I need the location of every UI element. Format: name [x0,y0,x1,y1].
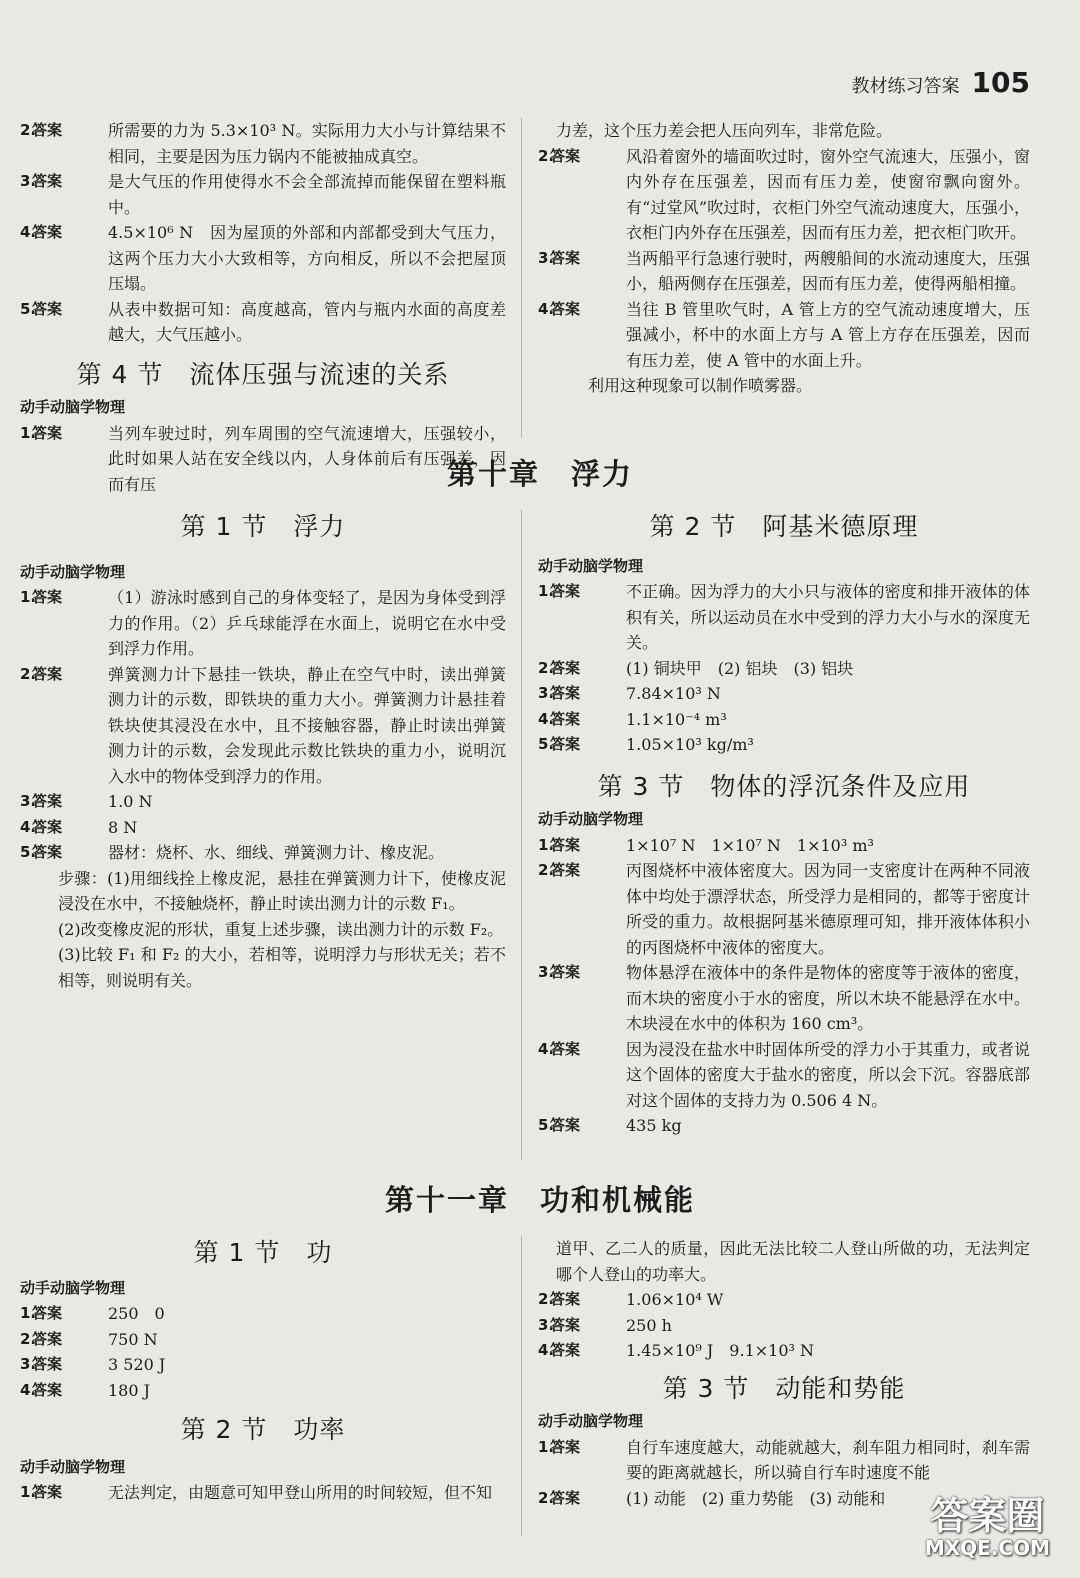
answer-tag: 答案 [550,1290,581,1308]
answer-text: 因为浸没在盐水中时固体所受的浮力小于其重力，或者说这个固体的密度大于盐水的密度，所以会下沉。容器底部对这个固体的支持力为 0.506 4 N。 [626,1039,1030,1110]
item-number: 2. [20,1329,37,1348]
section-title: 第 1 节 浮力 [180,512,346,541]
subheading: 动手动脑学物理 [538,556,644,575]
answer-text: 4.5×10⁶ N 因为屋顶的外部和内部都受到大气压力，这两个压力大小大致相等，方向相反，所以不会把屋顶压塌。 [108,223,506,293]
item-number: 3. [20,792,37,810]
answer-text: 250 0 [108,1304,165,1323]
answer-tag: 答案 [550,735,581,753]
item-number: 1. [20,1304,37,1322]
column-divider [521,1236,522,1536]
answer-item [20,1378,506,1404]
answer-tag: 答案 [550,861,581,879]
answer-item [538,1037,1030,1114]
answer-text: 435 kg [626,1116,682,1135]
step-paragraph: (3)比较 F₁ 和 F₂ 的大小，若相等，说明浮力与形状无关；若不相等，则说明有关。 [58,945,506,990]
item-number: 4. [20,817,37,836]
section-title: 第 4 节 流体压强与流速的关系 [76,359,450,389]
answer-text: 1.1×10⁻⁴ m³ [626,709,727,729]
answer-item [20,815,506,841]
step-paragraph: 步骤：(1)用细线拴上橡皮泥，悬挂在弹簧测力计下，使橡皮泥浸没在水中，不接触烧杯，静止时读出测力计的示数 F₁。 [58,868,506,913]
answer-text: 风沿着窗外的墙面吹过时，窗外空气流速大，压强小，窗内外存在压强差，因而有压力差，使窗帘飘向窗外。有“过堂风”吹过时，衣柜门外空气流动速度大，压强小，衣柜门内外存在压强差，因而有压力差，把衣柜门吹开。 [626,146,1030,242]
answer-item [538,297,1030,374]
answer-list [538,1287,1030,1364]
answer-tag: 答案 [550,1341,581,1359]
answer-text: 8 N [108,817,138,837]
item-number: 4. [538,299,555,318]
answer-item [20,789,506,815]
answer-tag: 答案 [550,1116,581,1134]
answer-text: 1.05×10³ kg/m³ [626,735,754,754]
answer-list [20,585,506,866]
answer-tag: 答案 [32,792,63,810]
answer-text: 丙图烧杯中液体密度大。因为同一支密度计在两种不同液体中均处于漂浮状态，所受浮力是相同的，都等于密度计所受的重力。故根据阿基米德原理可知，排开液体体积小的丙图烧杯中液体的密度大。 [626,861,1030,957]
answer-text: 从表中数据可知：高度越高，管内与瓶内水面的高度差越大，大气压越小。 [108,299,506,344]
ch10-left-column [20,510,506,993]
item-number: 3. [538,248,555,267]
item-number: 5. [538,735,555,753]
item-number: 4. [538,709,555,728]
ch11-right-column [538,1236,1030,1511]
answer-item [538,1435,1030,1486]
answer-tag: 答案 [32,223,63,241]
answer-item [538,1113,1030,1139]
answer-tag: 答案 [32,664,63,683]
answer-item [20,662,506,790]
answer-text: 是大气压的作用使得水不会全部流掉而能保留在塑料瓶中。 [108,172,506,217]
item-number: 2. [538,1290,555,1308]
page-number: 105 [971,66,1030,99]
item-number: 2. [538,146,555,165]
subheading: 动手动脑学物理 [20,562,126,581]
answer-text: (1) 铜块甲 (2) 铝块 (3) 铝块 [626,658,854,678]
answer-item [538,681,1030,707]
answer-item [538,960,1030,1037]
subheading: 动手动脑学物理 [20,1457,126,1476]
answer-tag: 答案 [32,1355,63,1373]
answer-item [538,1313,1030,1339]
item-number: 4. [538,1341,555,1359]
answer-tag: 答案 [550,146,581,165]
answer-text: 器材：烧杯、水、细线、弹簧测力计、橡皮泥。 [108,843,445,862]
section-title: 第 2 节 功率 [180,1415,346,1444]
answer-item [538,1287,1030,1313]
subheading: 动手动脑学物理 [538,1412,644,1430]
answer-item [538,732,1030,758]
item-number: 2. [538,658,555,677]
subheading: 动手动脑学物理 [538,810,644,828]
answer-text: 750 N [108,1329,158,1349]
answer-list [538,579,1030,758]
answer-text: 3 520 J [108,1355,166,1374]
item-number: 3. [20,172,37,190]
ch11-left-column [20,1236,506,1506]
item-number: 3. [20,1355,37,1373]
note-text: 利用这种现象可以制作喷雾器。 [588,376,813,395]
answer-tag: 答案 [32,843,63,861]
item-number: 2. [20,664,37,683]
step-paragraph: (2)改变橡皮泥的形状，重复上述步骤，读出测力计的示数 F₂。 [58,919,504,939]
header-label: 教材练习答案 [851,76,960,97]
answer-tag: 答案 [550,709,581,728]
answer-tag: 答案 [550,658,581,677]
answer-text: （1）游泳时感到自己的身体变轻了，是因为身体受到浮力的作用。（2）乒乓球能浮在水面上，说明它在水中受到浮力作用。 [108,588,506,658]
item-number: 3. [538,684,555,702]
answer-item [20,585,506,662]
answer-text: 不正确。因为浮力的大小只与液体的密度和排开液体的体积有关，所以运动员在水中受到的浮力大小与水的深度无关。 [626,582,1030,652]
answer-text: 当列车驶过时，列车周围的空气流速增大，压强较小，此时如果人站在安全线以内，人身体前后有压强差，因而有压 [108,423,506,494]
item-number: 1. [538,1437,555,1456]
chapter-title: 第十一章 功和机械能 [384,1183,695,1217]
answer-tag: 答案 [32,423,63,442]
answer-tag: 答案 [32,1304,63,1322]
subheading: 动手动脑学物理 [20,1278,126,1297]
answer-item [20,1352,506,1378]
answer-text: 当往 B 管里吹气时，A 管上方的空气流动速度增大，压强减小，杯中的水面上方与 A 管上方存在压强差，因而有压力差，使 A 管中的水面上升。 [626,299,1030,370]
subheading: 动手动脑学物理 [20,398,126,416]
section-title: 第 2 节 阿基米德原理 [649,512,919,541]
item-number: 1. [538,835,555,854]
answer-list [20,1480,506,1506]
section-title: 第 3 节 动能和势能 [662,1373,906,1403]
answer-item [20,118,506,169]
column-divider [521,118,522,438]
top-right-column [538,118,1030,399]
item-number: 4. [538,1039,555,1058]
continuation-text: 道甲、乙二人的质量，因此无法比较二人登山所做的功，无法判定哪个人登山的功率大。 [556,1239,1030,1284]
answer-text: 7.84×10³ N [626,684,721,703]
item-number: 3. [538,1315,555,1334]
answer-tag: 答案 [550,299,581,318]
item-number: 4. [20,1380,37,1399]
watermark-line: 答案圈 [930,1494,1045,1538]
answer-item [20,1480,506,1506]
item-number: 2. [20,121,37,139]
answer-tag: 答案 [32,1380,63,1399]
answer-item [20,1301,506,1327]
item-number: 2. [538,1488,555,1507]
answer-list [20,118,506,348]
answer-list [20,1301,506,1403]
item-number: 1. [20,1483,37,1501]
item-number: 5. [538,1116,555,1134]
answer-tag: 答案 [550,248,581,267]
section-title: 第 1 节 功 [193,1238,333,1267]
answer-text: 1.45×10⁹ J 9.1×10³ N [626,1341,815,1360]
item-number: 4. [20,223,37,241]
answer-tag: 答案 [550,684,581,702]
answer-text: 所需要的力为 5.3×10³ N。实际用力大小与计算结果不相同，主要是因为压力锅内不能被抽成真空。 [108,121,506,166]
answer-tag: 答案 [550,1488,581,1507]
answer-text: 当两船平行急速行驶时，两艘船间的水流动速度大，压强小，船两侧存在压强差，因而有压力差，使得两船相撞。 [626,248,1030,293]
answer-item [20,297,506,348]
answer-tag: 答案 [550,1315,581,1334]
item-number: 5. [20,299,37,318]
answer-tag: 答案 [550,963,581,981]
answer-text: 1.0 N [108,792,153,811]
steps-list [20,866,506,994]
watermark-logo [925,1496,1050,1560]
answer-item [538,579,1030,656]
answer-text: 无法判定，由题意可知甲登山所用的时间较短，但不知 [108,1483,493,1502]
answer-tag: 答案 [32,817,63,836]
item-number: 3. [538,963,555,981]
answer-tag: 答案 [32,1329,63,1348]
answer-item [20,840,506,866]
answer-item [538,833,1030,859]
answer-text: 弹簧测力计下悬挂一铁块，静止在空气中时，读出弹簧测力计的示数，即铁块的重力大小。弹簧测力计悬挂着铁块使其浸没在水中，且不接触容器，静止时读出弹簧测力计的示数，会发现此示数比铁块的重力小，说明沉入水中的物体受到浮力的作用。 [108,664,506,786]
item-number: 1. [538,582,555,600]
item-number: 2. [538,861,555,879]
answer-item [20,169,506,220]
answer-tag: 答案 [550,1437,581,1456]
answer-item [538,246,1030,297]
answer-text: 1×10⁷ N 1×10⁷ N 1×10³ m³ [626,835,874,855]
item-number: 5. [20,843,37,861]
answer-item [538,707,1030,733]
answer-text: 物体悬浮在液体中的条件是物体的密度等于液体的密度，而木块的密度小于水的密度，所以木块不能悬浮在水中。木块浸在水中的体积为 160 cm³。 [626,963,1030,1033]
answer-item [538,1338,1030,1364]
page-header [851,66,1030,99]
section-title: 第 3 节 物体的浮沉条件及应用 [597,771,971,801]
answer-item [538,144,1030,246]
answer-tag: 答案 [32,588,63,606]
answer-list [538,144,1030,374]
continuation-text: 力差，这个压力差会把人压向列车，非常危险。 [556,121,893,140]
answer-tag: 答案 [32,1483,63,1501]
watermark-line: MXQE.COM [924,1536,1050,1560]
answer-text: 250 h [626,1315,672,1335]
answer-item [20,220,506,297]
answer-tag: 答案 [550,1039,581,1058]
item-number: 1. [20,588,37,606]
answer-list [538,833,1030,1139]
answer-item [20,1327,506,1353]
answer-tag: 答案 [550,835,581,854]
answer-tag: 答案 [32,172,63,190]
answer-tag: 答案 [550,582,581,600]
answer-text: (1) 动能 (2) 重力势能 (3) 动能和 [626,1488,886,1508]
item-number: 1. [20,423,37,442]
answer-tag: 答案 [32,121,63,139]
answer-text: 自行车速度越大，动能就越大，刹车阻力相同时，刹车需要的距离就越长，所以骑自行车时速度不能 [626,1437,1030,1482]
answer-item [538,656,1030,682]
chapter-title: 第十章 浮力 [446,457,633,491]
answer-text: 180 J [108,1380,151,1400]
answer-text: 1.06×10⁴ W [626,1290,724,1309]
answer-item [538,858,1030,960]
top-left-column [20,118,506,497]
answer-tag: 答案 [32,299,63,318]
ch10-right-column [538,510,1030,1139]
column-divider [521,510,522,1160]
